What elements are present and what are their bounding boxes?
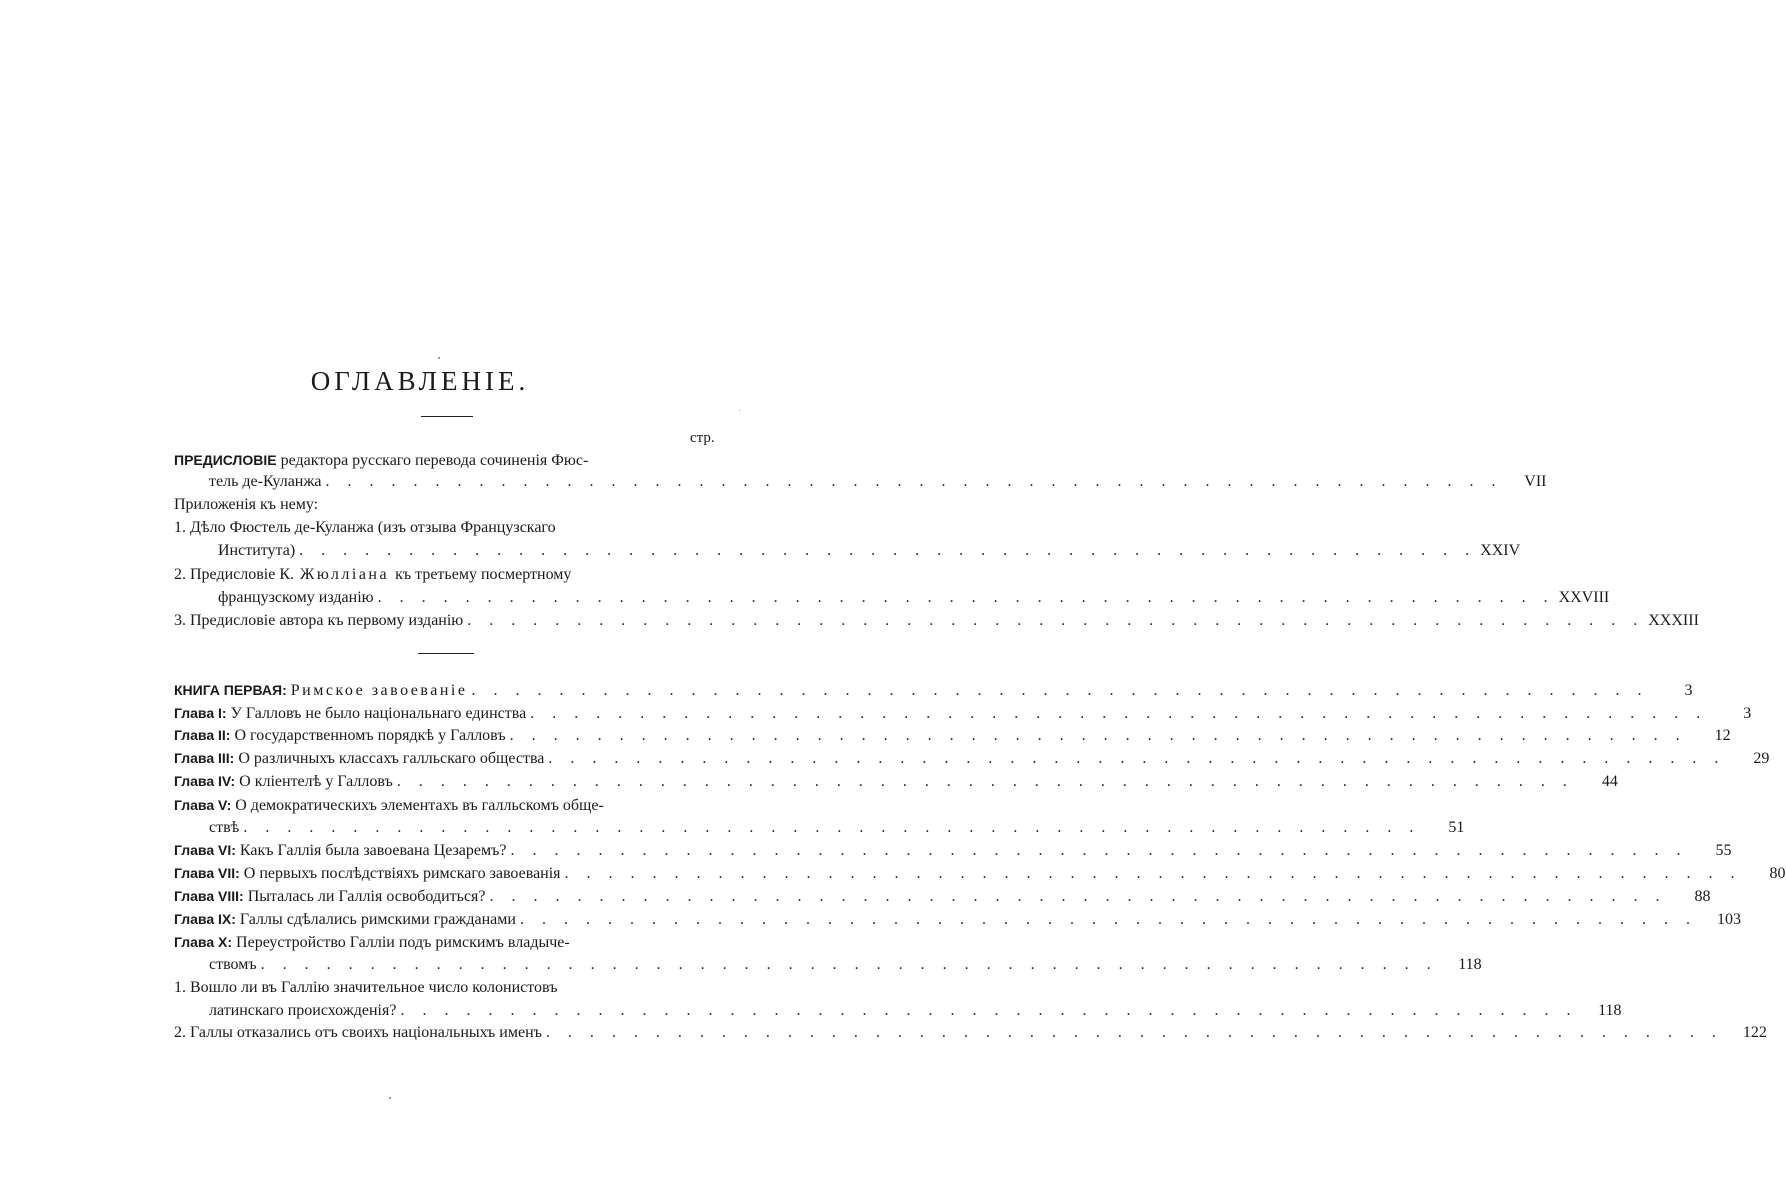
toc-entry-chapter: Глава X: Переустройство Галліи подъ римскимъ владыче- [174,934,570,951]
page-number: 3 [1743,705,1752,722]
dot-leader: . . . . . . . . . . . . . . . . . . . . . . . . . . . . . . . . . . . . . . . . . . . . . . . . . . . . . . [519,911,1697,928]
book-label: КНИГА ПЕРВАЯ: [174,682,287,698]
section-rule [418,653,474,654]
appendix-heading: Приложенія къ нему: [174,496,319,513]
page-number: 88 [1694,888,1711,905]
dot-leader: . . . . . . . . . . . . . . . . . . . . . . . . . . . . . . . . . . . . . . . . . . . . . . . . . . . . . . [299,542,1477,559]
toc-entry-preface [174,448,718,472]
dot-leader: . . . . . . . . . . . . . . . . . . . . . . . . . . . . . . . . . . . . . . . . . . . . . . . . . . . . . . [471,682,1649,699]
toc-entry-chapter: Глава V: О демократическихъ элементахъ въ галльскомъ обще- [174,797,604,814]
toc-entry-subitem-cont: латинскаго происхожденія? . . . . . . . . . . . . . . . . . . . . . . . . . . . . . . . . . . . . . . . . . . . . . . . . . . . . . . 118 [209,999,718,1023]
page-title: ОГЛАВЛЕНІЕ. [310,366,530,396]
toc-entry-chapter: Глава IX: Галлы сдѣлались римскими гражданами . . . . . . . . . . . . . . . . . . . . . . . . . . . . . . . . . . . . . . . . . . . . . . . . . . . . . . 103 [174,907,718,931]
toc-entry-chapter-cont: ствѣ . . . . . . . . . . . . . . . . . . . . . . . . . . . . . . . . . . . . . . . . . . . . . . . . . . . . . . 51 [209,816,718,840]
page-number: 51 [1448,819,1465,836]
toc-entry-chapter: Глава I: У Галловъ не было національнаго единства . . . . . . . . . . . . . . . . . . . . . . . . . . . . . . . . . . . . . . . . . . . . . . . . . . . . . . 3 [174,701,718,725]
page-number: 118 [1598,1002,1622,1019]
page-number: 80 [1769,865,1786,882]
page-number: 55 [1715,842,1732,859]
page-number: 118 [1458,956,1482,973]
page-number: XXXIII [1648,612,1699,629]
dot-leader: . . . . . . . . . . . . . . . . . . . . . . . . . . . . . . . . . . . . . . . . . . . . . . . . . . . . . . [509,727,1687,744]
scan-speck [739,410,740,411]
toc-entry-appendix-1: 1. Дѣло Фюстель де-Куланжа (изъ отзыва Французскаго [174,519,556,536]
page-number: 29 [1753,750,1770,767]
page-number: 12 [1714,727,1731,744]
preface-text-cont: тель де-Куланжа [209,473,322,490]
page-number: VII [1524,473,1547,490]
dot-leader: . . . . . . . . . . . . . . . . . . . . . . . . . . . . . . . . . . . . . . . . . . . . . . . . . . . . . . [396,773,1574,790]
toc-entry-chapter: Глава VI: Какъ Галлія была завоевана Цезаремъ? . . . . . . . . . . . . . . . . . . . . . . . . . . . . . . . . . . . . . . . . . . . . . . . . . . . . . . 55 [174,838,718,862]
dot-leader: . . . . . . . . . . . . . . . . . . . . . . . . . . . . . . . . . . . . . . . . . . . . . . . . . . . . . . [545,1024,1723,1041]
scan-speck [438,357,440,359]
toc-entry-chapter-cont: ствомъ . . . . . . . . . . . . . . . . . . . . . . . . . . . . . . . . . . . . . . . . . . . . . . . . . . . . . . 118 [209,953,718,977]
dot-leader: . . . . . . . . . . . . . . . . . . . . . . . . . . . . . . . . . . . . . . . . . . . . . . . . . . . . . . [530,705,1708,722]
dot-leader: . . . . . . . . . . . . . . . . . . . . . . . . . . . . . . . . . . . . . . . . . . . . . . . . . . . . . . [243,819,1421,836]
preface-text: редактора русскаго перевода сочиненія Фюс- [280,452,589,469]
title-rule [421,416,473,417]
preface-label: ПРЕДИСЛОВІЕ [174,452,277,468]
dot-leader: . . . . . . . . . . . . . . . . . . . . . . . . . . . . . . . . . . . . . . . . . . . . . . . . . . . . . . [489,888,1667,905]
dot-leader: . . . . . . . . . . . . . . . . . . . . . . . . . . . . . . . . . . . . . . . . . . . . . . . . . . . . . . [377,589,1555,606]
toc-entry-appendix-2-cont: французскому изданію . . . . . . . . . . . . . . . . . . . . . . . . . . . . . . . . . . . . . . . . . . . . . . . . . . . . . . XXVIII [218,586,718,610]
page-number: XXIV [1480,542,1521,559]
page-number: 3 [1684,682,1693,699]
toc-entry-chapter: Глава III: О различныхъ классахъ галльскаго общества . . . . . . . . . . . . . . . . . . . . . . . . . . . . . . . . . . . . . . . . . . . . . . . . . . . . . . 29 [174,746,718,770]
scan-speck [389,1097,391,1099]
page-number: XXVIII [1558,589,1610,606]
toc-entry-chapter: Глава VII: О первыхъ послѣдствіяхъ римскаго завоеванія . . . . . . . . . . . . . . . . . . . . . . . . . . . . . . . . . . . . . . . . . . . . . . . . . . . . . . 80 [174,861,718,885]
toc-entry-subitem: 1. Вошло ли въ Галлію значительное число колонистовъ [174,979,558,996]
page-number: 103 [1716,911,1741,928]
dot-leader: . . . . . . . . . . . . . . . . . . . . . . . . . . . . . . . . . . . . . . . . . . . . . . . . . . . . . . [467,612,1645,629]
dot-leader: . . . . . . . . . . . . . . . . . . . . . . . . . . . . . . . . . . . . . . . . . . . . . . . . . . . . . . [400,1002,1578,1019]
page-number: 122 [1742,1024,1767,1041]
page-column-header: стр. [690,430,715,446]
toc-entry-appendix-2: 2. Предисловіе К. Жюлліана къ третьему посмертному [174,566,572,583]
toc-entry-chapter: Глава II: О государственномъ порядкѣ у Галловъ . . . . . . . . . . . . . . . . . . . . . . . . . . . . . . . . . . . . . . . . . . . . . . . . . . . . . . 12 [174,723,718,747]
toc-entry-chapter: Глава IV: О кліентелѣ у Галловъ . . . . . . . . . . . . . . . . . . . . . . . . . . . . . . . . . . . . . . . . . . . . . . . . . . . . . . 44 [174,769,718,793]
toc-entry-subitem: 2. Галлы отказались отъ своихъ національныхъ именъ . . . . . . . . . . . . . . . . . . . . . . . . . . . . . . . . . . . . . . . . . . . . . . . . . . . . . . 122 [174,1021,718,1045]
toc-entry-book [174,678,1693,702]
dot-leader: . . . . . . . . . . . . . . . . . . . . . . . . . . . . . . . . . . . . . . . . . . . . . . . . . . . . . . [325,473,1503,490]
book-title: Римское завоеваніе [290,682,468,699]
toc-entry-appendix-1-cont: Института) . . . . . . . . . . . . . . . . . . . . . . . . . . . . . . . . . . . . . . . . . . . . . . . . . . . . . . XXIV [218,539,718,563]
toc-entry-chapter: Глава VIII: Пыталась ли Галлія освободиться? . . . . . . . . . . . . . . . . . . . . . . . . . . . . . . . . . . . . . . . . . . . . . . . . . . . . . . 88 [174,884,718,908]
page-number: 44 [1601,773,1618,790]
dot-leader: . . . . . . . . . . . . . . . . . . . . . . . . . . . . . . . . . . . . . . . . . . . . . . . . . . . . . . [510,842,1688,859]
toc-entry-appendix-3: 3. Предисловіе автора къ первому изданію . . . . . . . . . . . . . . . . . . . . . . . . . . . . . . . . . . . . . . . . . . . . . . . . . . . . . . XXXIII [174,609,718,633]
dot-leader: . . . . . . . . . . . . . . . . . . . . . . . . . . . . . . . . . . . . . . . . . . . . . . . . . . . . . . [260,956,1438,973]
toc-entry-preface-cont [209,470,1547,494]
dot-leader: . . . . . . . . . . . . . . . . . . . . . . . . . . . . . . . . . . . . . . . . . . . . . . . . . . . . . . [564,865,1742,882]
dot-leader: . . . . . . . . . . . . . . . . . . . . . . . . . . . . . . . . . . . . . . . . . . . . . . . . . . . . . . [548,750,1726,767]
